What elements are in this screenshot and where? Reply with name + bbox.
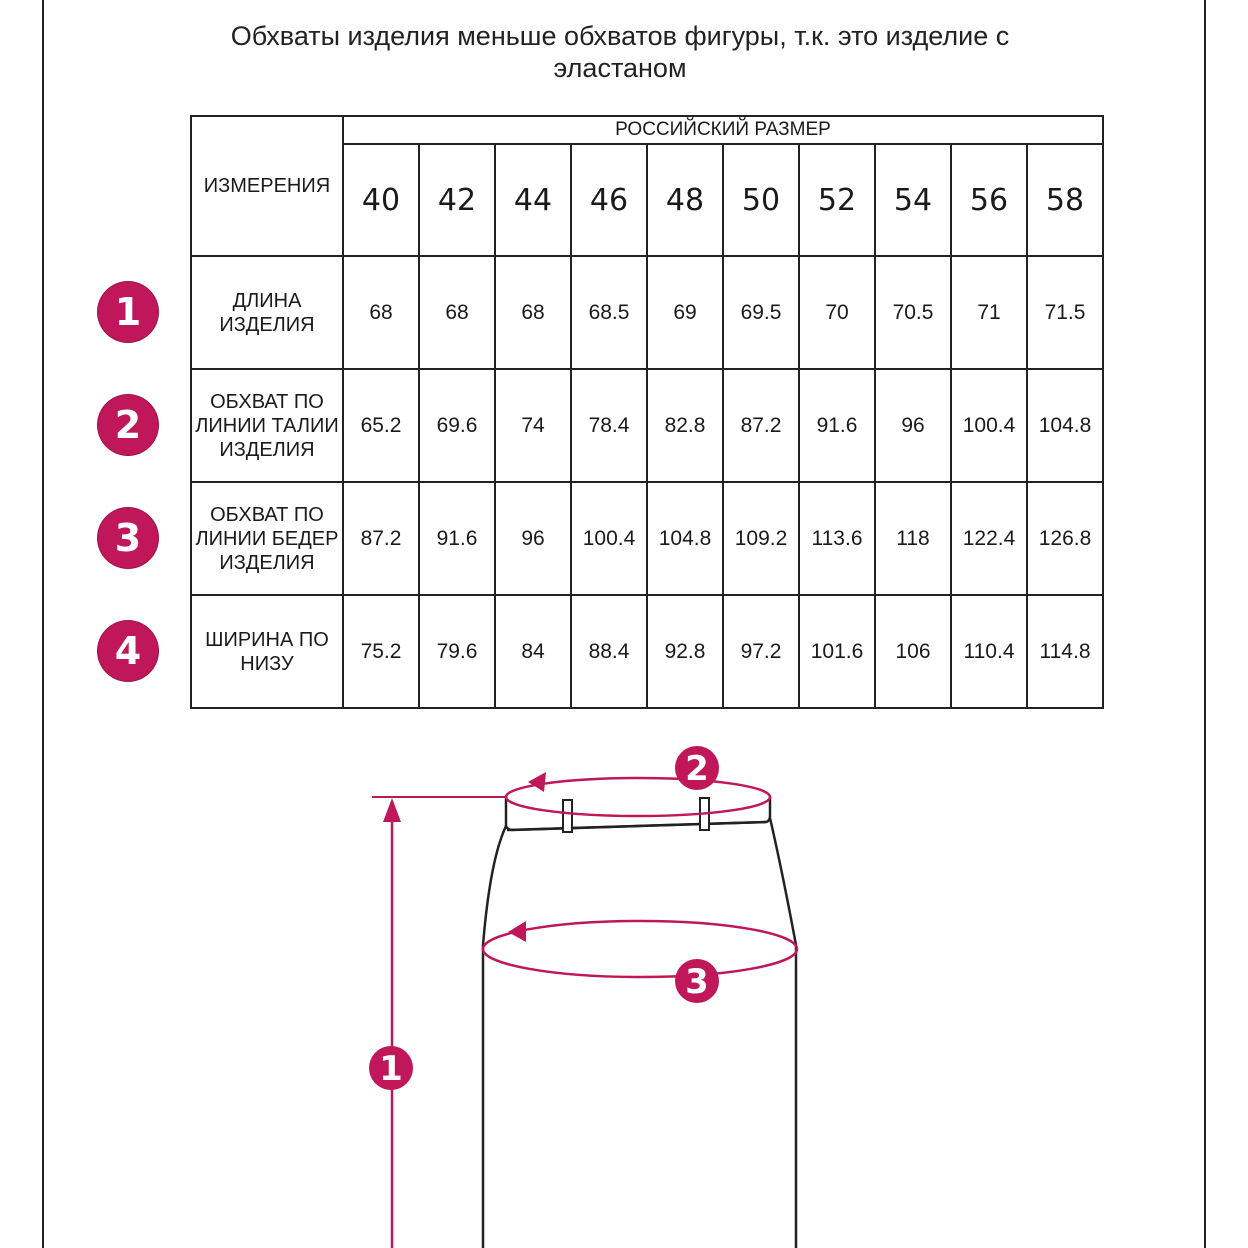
table-cell: 113.6 [799, 482, 875, 595]
table-cell: 104.8 [1027, 369, 1103, 482]
size-header: 58 [1027, 144, 1103, 256]
table-cell: 71.5 [1027, 256, 1103, 369]
row-label: ОБХВАТ ПО ЛИНИИ БЕДЕР ИЗДЕЛИЯ [191, 482, 343, 595]
table-cell: 92.8 [647, 595, 723, 708]
table-cell: 109.2 [723, 482, 799, 595]
table-cell: 126.8 [1027, 482, 1103, 595]
table-cell: 106 [875, 595, 951, 708]
table-cell: 70 [799, 256, 875, 369]
size-header: 50 [723, 144, 799, 256]
table-cell: 75.2 [343, 595, 419, 708]
table-cell: 68 [419, 256, 495, 369]
length-marker [369, 1046, 413, 1090]
svg-text:2: 2 [685, 749, 709, 789]
length-arrow-icon [383, 798, 401, 822]
table-cell: 88.4 [571, 595, 647, 708]
hip-measure-line [483, 921, 797, 977]
row-label: ДЛИНА ИЗДЕЛИЯ [191, 256, 343, 369]
table-cell: 91.6 [419, 482, 495, 595]
length-measure-line [372, 797, 506, 1248]
table-cell: 87.2 [723, 369, 799, 482]
table-cell: 71 [951, 256, 1027, 369]
row-number-badge-2: 2 [98, 395, 158, 455]
waist-arrow-icon [528, 772, 546, 792]
table-cell: 104.8 [647, 482, 723, 595]
hip-arrow-icon [508, 921, 526, 942]
table-cell: 84 [495, 595, 571, 708]
size-header: 44 [495, 144, 571, 256]
table-cell: 68 [343, 256, 419, 369]
table-cell: 96 [495, 482, 571, 595]
measure-header: ИЗМЕРЕНИЯ [191, 116, 343, 256]
table-cell: 68 [495, 256, 571, 369]
table-cell: 69 [647, 256, 723, 369]
row-label: ШИРИНА ПО НИЗУ [191, 595, 343, 708]
waist-measure-line [506, 772, 770, 816]
table-cell: 69.5 [723, 256, 799, 369]
table-cell: 65.2 [343, 369, 419, 482]
table-cell: 74 [495, 369, 571, 482]
table-cell: 97.2 [723, 595, 799, 708]
table-cell: 87.2 [343, 482, 419, 595]
svg-text:3: 3 [685, 962, 709, 1002]
table-cell: 82.8 [647, 369, 723, 482]
table-cell: 118 [875, 482, 951, 595]
table-cell: 78.4 [571, 369, 647, 482]
size-header: 56 [951, 144, 1027, 256]
size-header: 42 [419, 144, 495, 256]
svg-text:1: 1 [379, 1049, 403, 1089]
table-cell: 69.6 [419, 369, 495, 482]
size-header: 40 [343, 144, 419, 256]
row-number-badge-1: 1 [98, 282, 158, 342]
size-header: 52 [799, 144, 875, 256]
table-cell: 122.4 [951, 482, 1027, 595]
russian-size-header: РОССИЙСКИЙ РАЗМЕР [343, 116, 1103, 144]
table-cell: 79.6 [419, 595, 495, 708]
table-cell: 96 [875, 369, 951, 482]
skirt-outline [483, 797, 796, 1248]
row-label: ОБХВАТ ПО ЛИНИИ ТАЛИИ ИЗДЕЛИЯ [191, 369, 343, 482]
notice-text: Обхваты изделия меньше обхватов фигуры, т.к. это изделие с эластаном [230, 21, 1010, 83]
size-header: 48 [647, 144, 723, 256]
size-header: 54 [875, 144, 951, 256]
row-number-badge-3: 3 [98, 508, 158, 568]
table-cell: 91.6 [799, 369, 875, 482]
size-header: 46 [571, 144, 647, 256]
table-cell: 101.6 [799, 595, 875, 708]
table-cell: 100.4 [951, 369, 1027, 482]
table-cell: 114.8 [1027, 595, 1103, 708]
waist-marker [675, 746, 719, 790]
table-cell: 70.5 [875, 256, 951, 369]
hip-marker [675, 959, 719, 1003]
table-cell: 100.4 [571, 482, 647, 595]
row-number-badge-4: 4 [98, 621, 158, 681]
table-cell: 68.5 [571, 256, 647, 369]
table-cell: 110.4 [951, 595, 1027, 708]
